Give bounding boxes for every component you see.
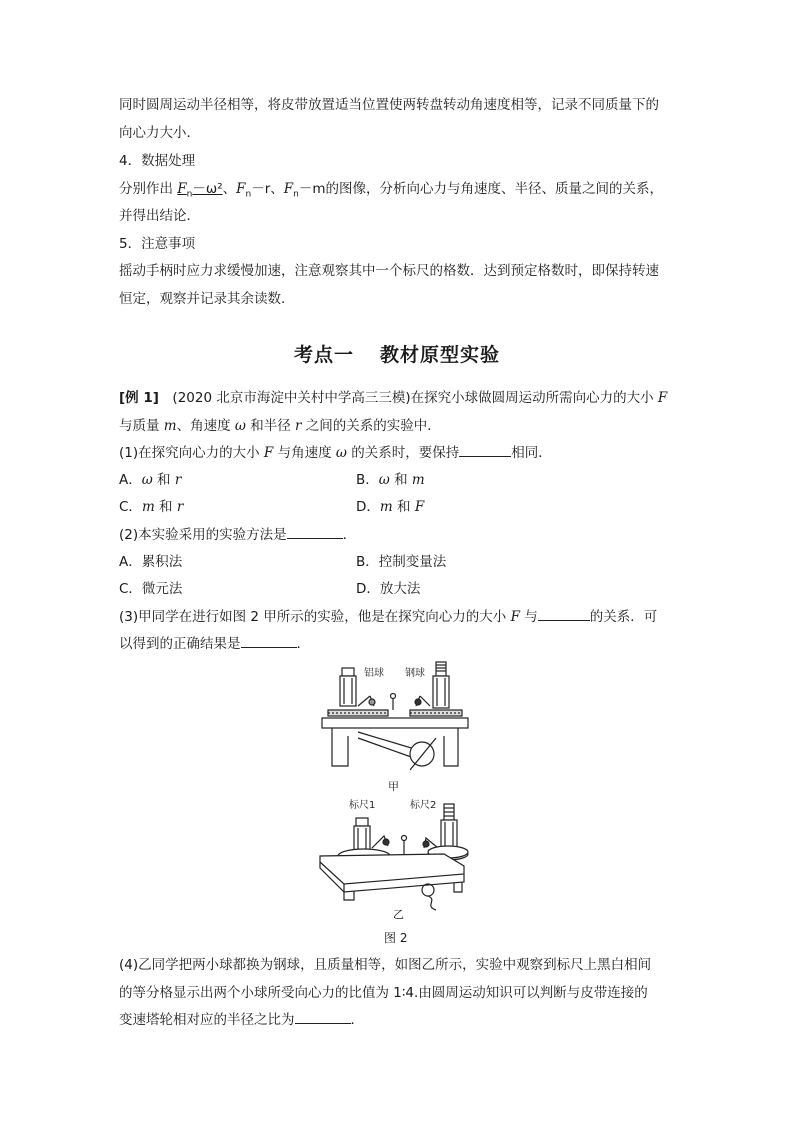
q1-option-d[interactable] <box>356 498 424 516</box>
q1-d: 相同． <box>511 445 552 461</box>
question4-line2: 的等分格显示出两个小球所受向心力的比值为 1∶4.由圆周运动知识可以判断与皮带连接的 <box>119 985 648 1001</box>
section4-text-line1 <box>119 180 663 204</box>
label-al-ball: 铝球 <box>364 668 384 679</box>
section5-title: 5．注意事项 <box>119 236 196 252</box>
q3-b: 与 <box>519 609 538 625</box>
ex-intro-2c: 和半径 <box>245 418 296 434</box>
section-heading <box>0 340 794 367</box>
step3-text-line2: 向心力大小． <box>119 125 200 141</box>
q1-opt-d-letter: D． <box>356 499 380 515</box>
section5-text-line1: 摇动手柄时应力求缓慢加速，注意观察其中一个标尺的格数．达到预定格数时，即保持转速 <box>119 263 659 279</box>
section5-text-line2: 恒定，观察并记录其余读数． <box>119 291 295 307</box>
ex-intro-2a: 与质量 <box>119 418 164 434</box>
q3-e: ． <box>296 636 310 652</box>
q3-d: 以得到的正确结果是 <box>119 636 241 652</box>
q4-answer-blank[interactable] <box>295 1011 351 1024</box>
f1-sub: n <box>186 189 193 200</box>
q2-option-d[interactable]: D．放大法 <box>356 581 421 597</box>
f3-F: F <box>283 181 294 197</box>
q1-opt-a-v2: r <box>174 472 182 488</box>
example-intro-line1 <box>119 389 667 407</box>
f2-sub: n <box>245 189 252 200</box>
ex-intro-2d: 之间的关系的实验中． <box>301 418 441 434</box>
section4-text-line2: 并得出结论． <box>119 208 200 224</box>
q1-option-b[interactable] <box>356 471 425 489</box>
q1-opt-c-v2: r <box>176 499 184 515</box>
question2-stem <box>119 526 356 544</box>
q2-b: ． <box>342 527 357 543</box>
f2-F: F <box>236 181 246 197</box>
q3-answer-blank-1[interactable] <box>538 608 590 621</box>
q1-opt-c-letter: C． <box>119 499 142 515</box>
ex-intro-2b: 、角速度 <box>176 418 235 434</box>
q1-opt-c-v1: m <box>141 499 155 515</box>
q3-a: (3)甲同学在进行如图 2 甲所示的实验，他是在探究向心力的大小 <box>119 609 511 625</box>
sep-2: 、 <box>270 181 284 197</box>
q2-option-b[interactable]: B．控制变量法 <box>356 554 447 570</box>
f2-rel: －r <box>251 181 271 197</box>
section4-title: 4．数据处理 <box>119 153 196 169</box>
q1-opt-a-and: 和 <box>152 472 175 488</box>
f3-sub: n <box>293 189 299 200</box>
section4-text-a: 分别作出 <box>119 181 173 197</box>
f3-rel: －m <box>298 181 326 197</box>
step3-text-line1: 同时圆周运动半径相等，将皮带放置适当位置使两转盘转动角速度相等，记录不同质量下的 <box>119 97 659 113</box>
label-steel-ball: 钢球 <box>405 668 425 679</box>
q4-d: ． <box>350 1012 364 1028</box>
f1-F: F <box>177 181 187 197</box>
ex-var-r: r <box>295 418 302 434</box>
heading-part-a: 考点一 <box>293 344 354 366</box>
q2-answer-blank[interactable] <box>287 526 343 539</box>
q1-opt-b-v1: ω <box>378 472 390 488</box>
q1-option-c[interactable] <box>119 498 183 516</box>
label-ruler-2: 标尺2 <box>410 800 437 811</box>
question4-line3 <box>119 1011 364 1029</box>
q3-c: 的关系．可 <box>589 609 658 625</box>
figure-caption: 图 2 <box>384 931 408 945</box>
label-ruler-1: 标尺1 <box>349 800 376 811</box>
q1-opt-b-v2: m <box>411 472 425 488</box>
q1-b: 与角速度 <box>273 445 336 461</box>
q3-answer-blank-2[interactable] <box>241 635 297 648</box>
q1-c: 的关系时，要保持 <box>346 445 460 461</box>
heading-part-b: 教材原型实验 <box>380 344 501 366</box>
question3-line1 <box>119 608 657 626</box>
example-label: [例 1] <box>119 390 159 406</box>
q2-option-c[interactable]: C．微元法 <box>119 581 183 597</box>
q1-option-a[interactable] <box>119 471 181 489</box>
q1-opt-d-and: 和 <box>392 499 415 515</box>
q1-opt-d-v1: m <box>379 499 393 515</box>
ex-var-m: m <box>163 418 177 434</box>
q3-F: F <box>510 609 520 625</box>
f1-rel: －ω² <box>192 181 223 197</box>
figure-yi-apparatus <box>314 796 474 912</box>
q1-opt-a-letter: A． <box>119 472 142 488</box>
q1-opt-c-and: 和 <box>154 499 177 515</box>
section4-text-b: 的图像，分析向心力与角速度、半径、质量之间的关系， <box>325 181 664 197</box>
q1-opt-b-letter: B． <box>356 472 379 488</box>
q1-F: F <box>263 445 274 461</box>
question4-line1: (4)乙同学把两小球都换为钢球，且质量相等，如图乙所示，实验中观察到标尺上黑白相间 <box>119 957 652 973</box>
question1-stem <box>119 444 552 462</box>
figure-jia-apparatus <box>318 658 474 776</box>
q1-opt-d-v2: F <box>414 499 425 515</box>
q2-a: (2)本实验采用的实验方法是 <box>119 527 287 543</box>
example-intro-a: (2020 北京市海淀中关村中学高三三模)在探究小球做圆周运动所需向心力的大小 <box>158 390 658 406</box>
example-intro-line2 <box>119 417 441 435</box>
q1-opt-b-and: 和 <box>389 472 412 488</box>
q1-a: (1)在探究向心力的大小 <box>119 445 264 461</box>
figure-yi-label: 乙 <box>393 908 404 921</box>
q4-c: 变速塔轮相对应的半径之比为 <box>119 1012 295 1028</box>
section4-formula-1 <box>177 181 223 200</box>
ex-var-F: F <box>657 390 668 406</box>
q1-opt-a-v1: ω <box>141 472 153 488</box>
q1-answer-blank[interactable] <box>459 444 511 457</box>
figure-jia-label: 甲 <box>388 780 399 793</box>
q1-w: ω <box>335 445 347 461</box>
q2-option-a[interactable]: A．累积法 <box>119 554 183 570</box>
question3-line2 <box>119 635 310 653</box>
ex-var-w: ω <box>234 418 246 434</box>
sep-1: 、 <box>222 181 237 197</box>
